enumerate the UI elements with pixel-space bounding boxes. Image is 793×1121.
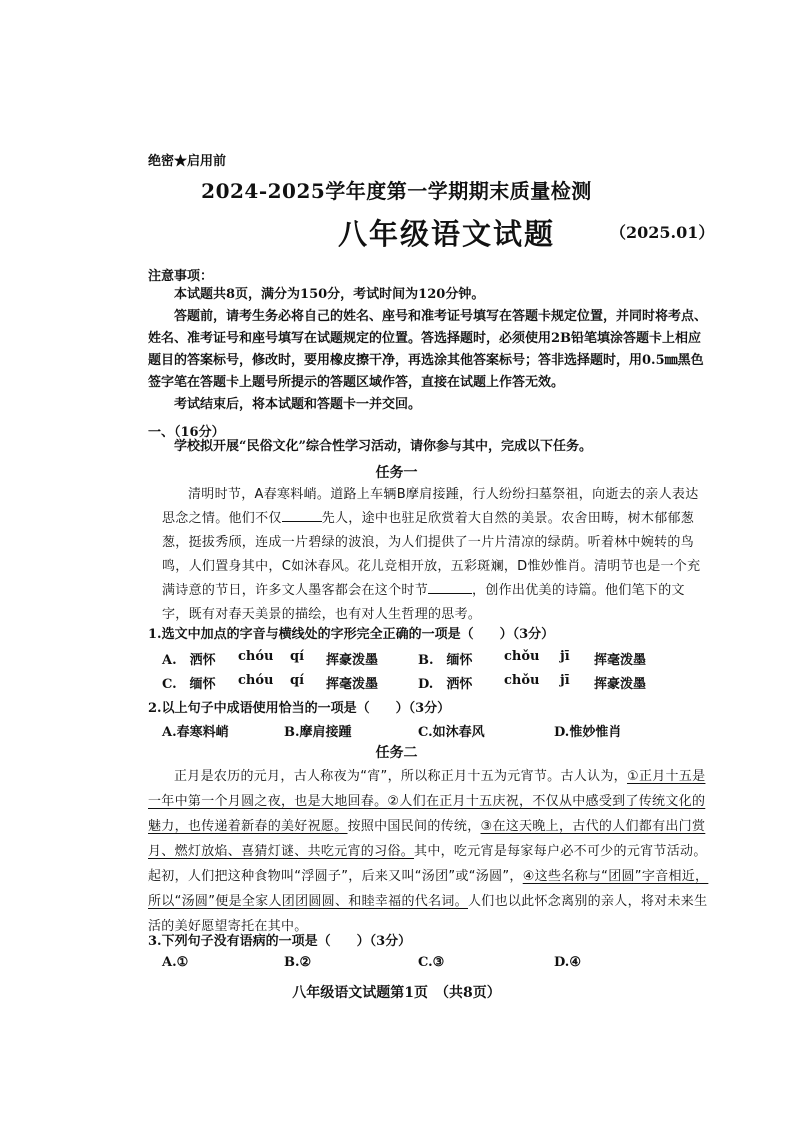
q1-option-c-word: 挥毫泼墨 xyxy=(326,677,379,692)
task1-passage xyxy=(162,483,710,627)
notice-paragraph-2: 答题前，请考生务必将自己的姓名、座号和准考证号填写在答题卡规定位置，并同时将考点、姓名、准考证号和座号填写在试题规定的位置。答选择题时，必须使用2B铅笔填涂答题卡上相应题目的答案标号，修改时，要用橡皮擦干净，再选涂其他答案标号；答非选择题时，用0.5㎜黑色签字笔在答题卡上题号所提示的答题区域作答，直接在试题上作答无效。 xyxy=(148,309,708,390)
q1-option-c: C. 缅怀 xyxy=(162,677,216,692)
q1-option-b-pinyin-2: jī xyxy=(560,649,570,664)
q3-option-b: B.② xyxy=(284,955,312,970)
exam-year-title: 2024-2025学年度第一学期期末质量检测 xyxy=(201,179,592,203)
q1-option-b-word: 挥毫泼墨 xyxy=(594,653,647,668)
q2-option-c: C.如沐春风 xyxy=(418,725,485,740)
q3-option-a: A.① xyxy=(162,955,189,970)
question-2: 2.以上句子中成语使用恰当的一项是（ ）（3分） xyxy=(148,701,451,716)
question-1: 1.选文中加点的字音与横线处的字形完全正确的一项是（ ）（3分） xyxy=(148,627,555,642)
page-footer: 八年级语文试题第1页 （共8页） xyxy=(292,985,501,1001)
confidential-label: 绝密★启用前 xyxy=(148,154,227,169)
q1-option-d-word: 挥豪泼墨 xyxy=(594,677,647,692)
q1-option-d-pinyin-1: chǒu xyxy=(504,673,540,688)
q1-option-a-word: 挥豪泼墨 xyxy=(326,653,379,668)
q1-option-a-pinyin-1: chóu xyxy=(238,649,274,664)
notice-title: 注意事项： xyxy=(148,269,214,284)
task2-passage: 正月是农历的元月，古人称夜为“宵”，所以称正月十五为元宵节。古人认为，①正月十五是一年中第一个月圆之夜，也是大地回春。②人们在正月十五庆祝，不仅从中感受到了传统文化的魅力，也传递着新春的美好祝愿。按照中国民间的传统，③在这天晚上，古代的人们都有出门赏月、燃灯放焰、喜猜灯谜、共吃元宵的习俗。其中，吃元宵是每家每户必不可少的元宵节活动。起初，人们把这种食物叫“浮圆子”，后来又叫“汤团”或“汤圆”，④这些名称与“团圆”字音相近，所以“汤圆”便是全家人团团圆圆、和睦幸福的代名词。人们也以此怀念离别的亲人，将对未来生活的美好愿望寄托在其中。 xyxy=(148,769,709,934)
sentence-4: ④这些名称与“团圆”字音相近，所以“汤圆”便是全家人团团圆圆、和睦幸福的代名词。 xyxy=(148,869,709,909)
task1-title: 任务一 xyxy=(375,465,418,481)
q3-option-d: D.④ xyxy=(554,955,581,970)
q2-option-d: D.惟妙惟肖 xyxy=(554,725,622,740)
answer-blank xyxy=(428,581,472,594)
q2-option-a: A.春寒料峭 xyxy=(162,725,229,740)
q1-option-b-pinyin-1: chǒu xyxy=(504,649,540,664)
q1-option-b: B. 缅怀 xyxy=(418,653,473,668)
exam-date: （2025.01） xyxy=(610,223,715,242)
q1-option-d: D. 洒怀 xyxy=(418,677,473,692)
q3-option-c: C.③ xyxy=(418,955,445,970)
answer-blank xyxy=(282,509,322,522)
task1-passage-part-c: ，创作出优美的诗篇。他们笔下的文字，既有对春天美景的描绘，也有对人生哲理的思考。 xyxy=(162,583,685,622)
notice-paragraph-3: 考试结束后，将本试题和答题卡一并交回。 xyxy=(174,397,422,412)
q1-option-a: A. 洒怀 xyxy=(162,653,216,668)
sentence-3: ③在这天晚上，古代的人们都有出门赏月、燃灯放焰、喜猜灯谜、共吃元宵的习俗。 xyxy=(148,819,706,859)
q1-option-c-pinyin-2: qí xyxy=(290,673,305,688)
task1-passage-part-b: 先人，途中也驻足欣赏着大自然的美景。农舍田畴，树木郁郁葱葱，挺拔秀颀，连成一片碧绿的波浪，为人们提供了一片片清凉的绿荫。听着林中婉转的鸟鸣，人们置身其中，C如沐春风。花儿竞相开放，五彩斑斓，D惟妙惟肖。清明节也是一个充满诗意的节日，许多文人墨客都会在这个时节 xyxy=(162,511,701,598)
sentence-1: ①正月十五是一年中第一个月圆之夜，也是大地回春。 xyxy=(148,769,706,809)
notice-paragraph-1: 本试题共8页，满分为150分，考试时间为120分钟。 xyxy=(174,287,485,302)
q1-option-c-pinyin-1: chóu xyxy=(238,673,274,688)
task1-passage-part-a: 清明时节，A春寒料峭。道路上车辆B摩肩接踵，行人纷纷扫墓祭祖，向逝去的亲人表达思念之情。他们不仅 xyxy=(162,487,699,526)
q1-option-d-pinyin-2: jī xyxy=(560,673,570,688)
q1-option-a-pinyin-2: qí xyxy=(290,649,305,664)
sentence-2: ②人们在正月十五庆祝，不仅从中感受到了传统文化的魅力，也传递着新春的美好祝愿。 xyxy=(148,794,706,834)
section-intro: 学校拟开展“民俗文化”综合性学习活动，请你参与其中，完成以下任务。 xyxy=(174,439,592,454)
exam-main-title: 八年级语文试题 xyxy=(338,217,556,251)
question-3: 3.下列句子没有语病的一项是（ ）（3分） xyxy=(148,934,412,949)
section-heading: 一、（16分） xyxy=(148,425,225,440)
task2-title: 任务二 xyxy=(375,745,418,761)
q2-option-b: B.摩肩接踵 xyxy=(284,725,352,740)
